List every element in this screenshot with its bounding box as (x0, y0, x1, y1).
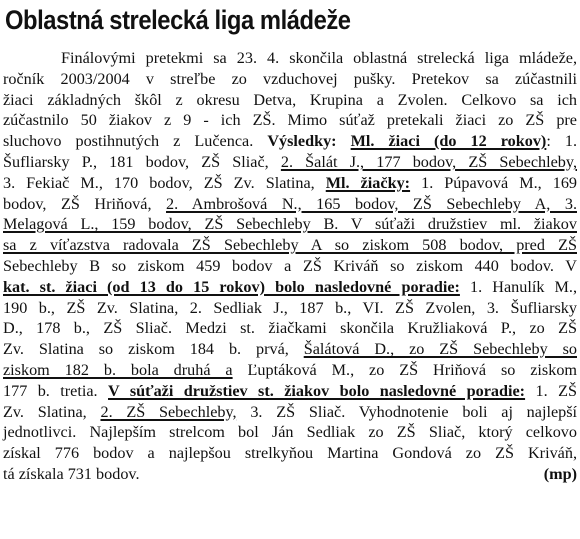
article-line: kat. st. žiaci (od 13 do 15 rokov) bolo nasledovné poradie: 1. Hanulík M., (3, 277, 577, 296)
article-line: Zv. Slatina so ziskom 184 b. prvá, Šalátová D., zo ZŠ Sebechleby so (3, 340, 577, 359)
category-heading-senior: kat. st. žiaci (od 13 do 15 rokov) bolo nasledovné poradie: (3, 277, 460, 296)
article-line: Sebechleby B so ziskom 459 bodov a ZŠ Kriváň so ziskom 440 bodov. V (3, 256, 577, 275)
article-line: jednotlivci. Najlepším strelcom bol Ján Sedliak zo ZŠ Sliač, ktorý celkovo (3, 423, 577, 442)
article-line: 3. Fekiač M., 170 bodov, ZŠ Zv. Slatina, Ml. žiačky: 1. Púpavová M., 169 (3, 173, 578, 192)
category-heading-junior-girls: Ml. žiačky: (325, 173, 411, 192)
article-line: bodov, ZŠ Hriňová, 2. Ambrošová N., 165 bodov, ZŠ Sebechleby A, 3. (3, 194, 577, 213)
underlined-result: 2. ZŠ Sebechleby, (100, 402, 237, 421)
underlined-result: ziskom 182 b. bola druhá a (3, 360, 233, 379)
article-line (3, 235, 577, 256)
article-line: sluchovo postihnutých z Lučenca. Výsledky: Ml. žiaci (do 12 rokov): 1. (3, 132, 578, 151)
article-line: 177 b. tretia. V súťaži družstiev st. žiakov bolo nasledovné poradie: 1. ZŠ (3, 381, 577, 400)
article-line (3, 214, 577, 235)
underlined-result: Šalátová D., zo ZŠ Sebechleby so (303, 340, 577, 359)
article-line: ziskom 182 b. bola druhá a Ľuptáková M., zo ZŠ Hriňová so ziskom (3, 360, 578, 379)
article-line: D., 178 b., ZŠ Sliač. Medzi st. žiačkami skončila Kružliaková P., zo ZŠ (3, 319, 577, 338)
category-heading-junior-boys: Ml. žiaci (do 12 rokov) (350, 132, 547, 151)
article-line: zúčastnilo 50 žiakov z 9 - ich ZŠ. Mimo súťaž pretekali žiaci zo ZŠ pre (3, 111, 577, 130)
article-title: Oblastná strelecká liga mládeže (5, 5, 351, 35)
author-signature: (mp) (543, 464, 577, 483)
underlined-result: 2. Ambrošová N., 165 bodov, ZŠ Sebechleby A, 3. (166, 194, 577, 213)
article-line: Finálovými pretekmi sa 23. 4. skončila oblastná strelecká liga mládeže, (61, 49, 577, 67)
article-line: tá získala 731 bodov. (mp) (3, 464, 577, 483)
underlined-result: sa z víťazstva radovala ZŠ Sebechleby A so ziskom 508 bodov, pred ZŠ (3, 236, 577, 255)
article-line: žiaci základných škôl z okresu Detva, Krupina a Zvolen. Celkovo sa ich (3, 90, 577, 109)
results-heading: Výsledky: (267, 132, 337, 151)
underlined-result: Melagová L., 159 bodov, ZŠ Sebechleby B. V súťaži družstiev ml. žiakov (3, 215, 577, 234)
article-line: ročník 2003/2004 v streľbe zo vzduchovej pušky. Pretekov sa zúčastnili (3, 69, 577, 88)
team-heading-senior: V súťaži družstiev st. žiakov bolo nasledovné poradie: (108, 381, 526, 400)
article-line: získal 776 bodov a najlepšou strelkyňou Martina Gondová zo ZŠ Kriváň, (3, 444, 577, 463)
underlined-result: 2. Šalát J., 177 bodov, ZŠ Sebechleby, (280, 152, 577, 171)
article-line: Zv. Slatina, 2. ZŠ Sebechleby, 3. ZŠ Sliač. Vyhodnotenie boli aj najlepší (3, 402, 578, 421)
article-body (3, 48, 577, 485)
article-line: 190 b., ZŠ Zv. Slatina, 2. Sedliak J., 187 b., VI. ZŠ Zvolen, 3. Šufliarsky (3, 298, 577, 317)
article-line: Šufliarsky P., 181 bodov, ZŠ Sliač, 2. Šalát J., 177 bodov, ZŠ Sebechleby, (3, 152, 577, 171)
